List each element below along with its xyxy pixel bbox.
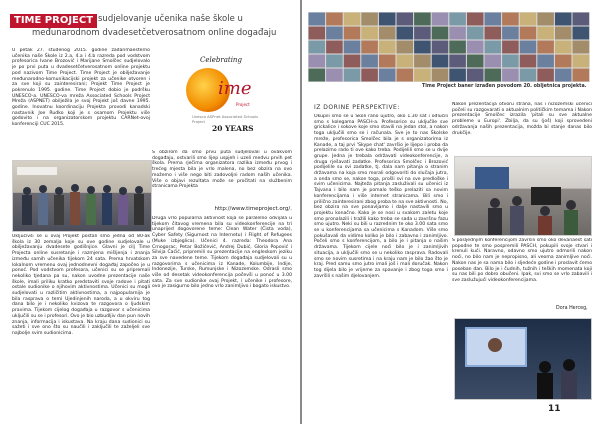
collage-tile	[502, 55, 519, 68]
collage-tile	[379, 13, 396, 26]
collage-tile	[520, 27, 537, 40]
collage-tile	[361, 13, 378, 26]
collage-tile	[361, 27, 378, 40]
collage-tile	[432, 69, 449, 82]
collage-tile	[467, 13, 484, 26]
collage-tile	[537, 41, 554, 54]
collage-tile	[467, 69, 484, 82]
collage-tile	[309, 41, 326, 54]
dora-paragraph-3: S posljednjim konferencijom završili smo oko devanaest sati popodne te smo pospremili PASCH, pokupili svoje stvari i krenuli kući. Naravno, odavno smo ujutro odmorili nakon noći, no bilo nam je nepropisno, ali veoma zanimljive noći. Nakon nas je sa nama bilo i sljedeće godine i proslavit ćemo poseban dan. Bilo je i čudnih, tužnih i teških momenata koji su nas bili po dobro obučeni. Ipak, svi smo se vrlo zabavili i sve zaslužujući videokonferencijama.	[452, 238, 592, 283]
collage-tile	[397, 41, 414, 54]
collage-tile	[449, 55, 466, 68]
collage-tile	[520, 13, 537, 26]
collage-tile	[555, 41, 572, 54]
collage-tile	[573, 69, 590, 82]
project-link[interactable]: http://www.timeproject.org/.	[214, 206, 292, 212]
collage-tile	[397, 27, 414, 40]
collage-tile	[520, 55, 537, 68]
collage-tile	[537, 13, 554, 26]
collage-tile	[485, 41, 502, 54]
collage-tile	[555, 55, 572, 68]
page-number: 11	[548, 404, 561, 414]
collage-tile	[432, 27, 449, 40]
collage-tile	[414, 13, 431, 26]
collage-tile	[502, 27, 519, 40]
banner-title-line1: sudjelovanje učenika naše škole u	[98, 14, 243, 24]
videoconference-photo-figures	[455, 319, 591, 399]
collage-tile	[326, 41, 343, 54]
logo-brand: ime	[218, 78, 252, 99]
collage-tile	[485, 13, 502, 26]
collage-tile	[309, 27, 326, 40]
collage-tile	[467, 55, 484, 68]
collage-tile	[361, 69, 378, 82]
collage-tile	[485, 55, 502, 68]
collage-tile	[449, 69, 466, 82]
section-heading: IZ DORINE PERSPEKTIVE:	[314, 104, 400, 111]
collage-tile	[449, 41, 466, 54]
collage-tile	[573, 55, 590, 68]
collage-tile	[344, 55, 361, 68]
collage-tile	[344, 69, 361, 82]
collage-tile	[379, 55, 396, 68]
collage-tile	[414, 27, 431, 40]
collage-tile	[309, 69, 326, 82]
collage-tile	[485, 27, 502, 40]
collage-tile	[502, 13, 519, 26]
collage-tile	[467, 27, 484, 40]
collage-tile	[432, 41, 449, 54]
logo-subline: Unesco ASPnet Associated Schools Project	[192, 114, 259, 124]
dora-paragraph-2: Nakon prezentacija otvoru strana, nas i nizozemski učenici počeli su razgovarati o aktualnim političkim temama i Nakon prezentacije Smolčec izrazila 'pitali su sve aktualne probleme u Europi'. Zbilja, da su (još) koji sprovedeni održavanja naših prezentacija, možda bi stanje danas bilo drukčije.	[452, 102, 592, 136]
time-project-logo	[172, 56, 272, 154]
collage-tile	[502, 41, 519, 54]
collage-tile	[449, 13, 466, 26]
collage-tile	[414, 69, 431, 82]
classroom-photo	[454, 156, 592, 236]
article-banner	[10, 14, 277, 46]
author-signature: Dora Herceg,	[556, 306, 588, 311]
group-photo-figures	[13, 161, 151, 231]
collage-tile	[573, 41, 590, 54]
collage-banner-image	[308, 12, 590, 82]
collage-tile	[414, 55, 431, 68]
collage-tile	[309, 13, 326, 26]
project-tag: TIME PROJECT	[10, 14, 97, 28]
collage-tile	[485, 69, 502, 82]
dora-paragraph: Okupili smo se u Školi rano ujutro, oko 1.30 sat i odlučili smo s kolegama PASCH-a. Profesorice su uključile sve grickalice i sokove koje smo stavili na jedan stol, a nakon toga uključili smo se i računala. Sve je to nas Školske mreže, profesorica Smolčec bila je s organizatorima iz Kanade, a taj prvi 'Skype chat' završio je lijepo i proba da prelazimo rado ti ove kako treba. Podijelili smo se u dvije grupe. Jedna je trebala održavati videokonferencije, a druga rješavati zadatke. Profesorica Smolčec i Brozović podijelile su svi zadatke, tj. dala nam pitanja o stranim državama na koja smo morali odgovoriti do slučaja jutra, a onda smo se, nakon toga, prošli svi na sve predloške i svim učenicima. Najteža pitanja zasluživali su učenici iz Tajvana i bilo nam je pomalo teško prelaziti sa novim konferencijama i više internet stranicama. Bili smo i prilično zainteresirani zbog proba te na sve aktivnosti. No, bez obzira na sve ponavljamo i dalje nastavili smo u projektu konačno. Kako je se nosi u svakom zaletu koje smo pronalazili i tražili kako treba se sada u završnu fazu smo ujutro. Neki su bili u razrednim te oko 3.00 sata smo se u konferencijama sa učenicima s Kanadom. Više smo pokušavali da vidimo koliko je bilo i zabavno i zanimljivo. Počeli smo s konferencijom, a bilo je i pitanja o našim državama. Tijekom cijele noći bilo je i zanimljivih situacija, a uključili smo se u nekoliko rasprava. Radovali smo se novim susretima i na kraju nam je bilo žao što je kraj. Pred samu smo jutro imali još i mali doručak. Nakon tog dijela bilo je vrijeme za spavanje i zbog toga smo i završili s našim djelovanjem.	[314, 114, 448, 279]
collage-tile	[449, 27, 466, 40]
videoconference-photo	[454, 318, 592, 400]
collage-tile	[537, 27, 554, 40]
collage-tile	[520, 69, 537, 82]
collage-tile	[555, 13, 572, 26]
results-paragraph: S obzirom da smo prvu puta sudjelovali u ovakvom događaju, ostvarili smo lijep uspjeh i uzeli medvu prvih pet škola. Prema rječima organizatora razlika između prvog i trećeg mjesta bila je vrlo malena, no bez obzira na ovo možemo i više nego biti zadovoljni radom naših učenika. Više o objavi rezultata može se pročitati na službenim stranicama Projekta	[152, 150, 292, 190]
collage-tile	[344, 41, 361, 54]
logo-celebrating: Celebrating	[200, 56, 242, 64]
collage-tile	[432, 55, 449, 68]
logo-years: 20 YEARS	[212, 124, 254, 133]
collage-tile	[397, 55, 414, 68]
collage-tile	[537, 69, 554, 82]
collage-tile	[520, 41, 537, 54]
banner-caption: Time Project baner izrađen povodom 20. obljetnica projekta.	[422, 84, 587, 89]
collage-tile	[361, 55, 378, 68]
collage-tile	[573, 13, 590, 26]
collage-tile	[397, 13, 414, 26]
collage-tile	[326, 55, 343, 68]
collage-tile	[379, 41, 396, 54]
videoconference-paragraph: Druga vrlo popularna aktivnost koja se paralelno odvijala u tijekom čitavog vremena bila su videokonferencije na tri unaprijed dogovorene teme: Clean Water (Čista voda), Cyber Safety (Sigurnost na Internetu) i Flight of Refugees (Muke izbjeglica). Učenici 4. razreda: Theodora Ana Crnogorac, Petar Božićević, Andrej Dubić, Gloria Popović i Silvija Čaćić, pripremili su prezentacije na engleskom jeziku za sve navedene teme. Tijekom događaja sudjelovali su u razgovorima s učenicima iz Kanade, Kolumbije, Indije, Indonezije, Turske, Rumunjske i Nizozemske. Odrasli smo više od desetak videokonferencija počevši u ponoć u 3.00 sata. Za sve sudionike ovaj Projekt, i učenike i profesore, ovo je zasigurno bilo jedno vrlo zanimljivo i bogato iskustvo.	[152, 216, 292, 290]
collage-tile	[537, 55, 554, 68]
collage-tile	[379, 69, 396, 82]
collage-tile	[502, 69, 519, 82]
banner-title-line2: međunarodnom dvadesetčetverosatnom online događaju	[32, 28, 277, 38]
classroom-photo-figures	[455, 157, 591, 235]
collage-tile	[326, 27, 343, 40]
collage-tile	[326, 13, 343, 26]
collage-tile	[326, 69, 343, 82]
collage-tile	[309, 55, 326, 68]
collage-tile	[344, 27, 361, 40]
collage-tile	[361, 41, 378, 54]
right-page	[302, 0, 600, 424]
collage-tile	[555, 69, 572, 82]
collage-tile	[432, 13, 449, 26]
intro-paragraph: U petak 27. studenog 2015. godine zadanmaesterno učenika naše Škole iz 2.a, 4.a i 4.b razreda pod vodstvom profesorica Ivane Brozović i Marijane Smolčec sudjelovalo je po prvi puta u dvadesetčetverosatnom online projektu pod nazivom Time Project. Time Project je obilježavanje međunarodno-komunikacijski projekt za učenike otvoren i za sve koji su zainteresirani; Projekt Time Project je pokrenulo 1995. godine. Time Project dobio je podršku UNESCO-a. UNESCO-va mreža Associated Schools Project Mreža (ASPNET) obilježila je svoj Projekt još davne 1995. godine. Inovatnu koordinaciju Projekta provodi kanadski nastavnik Joe Rudko koji je s osamom Projektu više godovito i na organizatorskom projektu CARNet-ovoj konferenciji CUC 2015.	[12, 48, 150, 128]
collage-tile	[344, 13, 361, 26]
collage-tile	[397, 69, 414, 82]
collage-tile	[414, 41, 431, 54]
main-paragraph: Uključivši se u ovaj Projekt postali smo jedna od 80-ak škola iz 30 zemalja koje su ove godine sudjelovale u obilježavanju dvadesete godišnjice. Glavni je cilj Time Projecta online susretanje i razmjena mišljenja i znanja između samih učenika tijekom 24 sata. Prema hrvatskom lokalnom vremenu ovaj jednodnevni događaj započeo je u ponoć. Pod vodstvom profesora, učenici su se pripremali nekoliko tjedana pa su, nakon uvodne prezentacije naše škole, imali priliku kratko predstaviti svoje radove i pitati ostale sudionike o njihovim aktivnostima. Učenici su mogli sudjelovati u različitim aktivnostima, a najpopularnija je bila rasprava o temi Ujedinjenih naroda, a u okviru tog dana bilo je i nekoliko kvizova te razgovora o ljudskim pravima. Tijekom cijelog događaja u razgovor s učenicima uključili su se i profesori. Ovo je bio uzbudljiv dan pun novih znanja, informacija i iskustava. Na kraju dana sudionici su sažeti i sve ono što su naučili i zaključili te zaželjeli sve najbolje svim sudionicima.	[12, 234, 150, 336]
group-photo	[12, 160, 152, 232]
collage-tile	[467, 41, 484, 54]
collage-tile	[573, 27, 590, 40]
collage-tile	[379, 27, 396, 40]
logo-project: Project	[236, 102, 250, 107]
collage-tile	[555, 27, 572, 40]
